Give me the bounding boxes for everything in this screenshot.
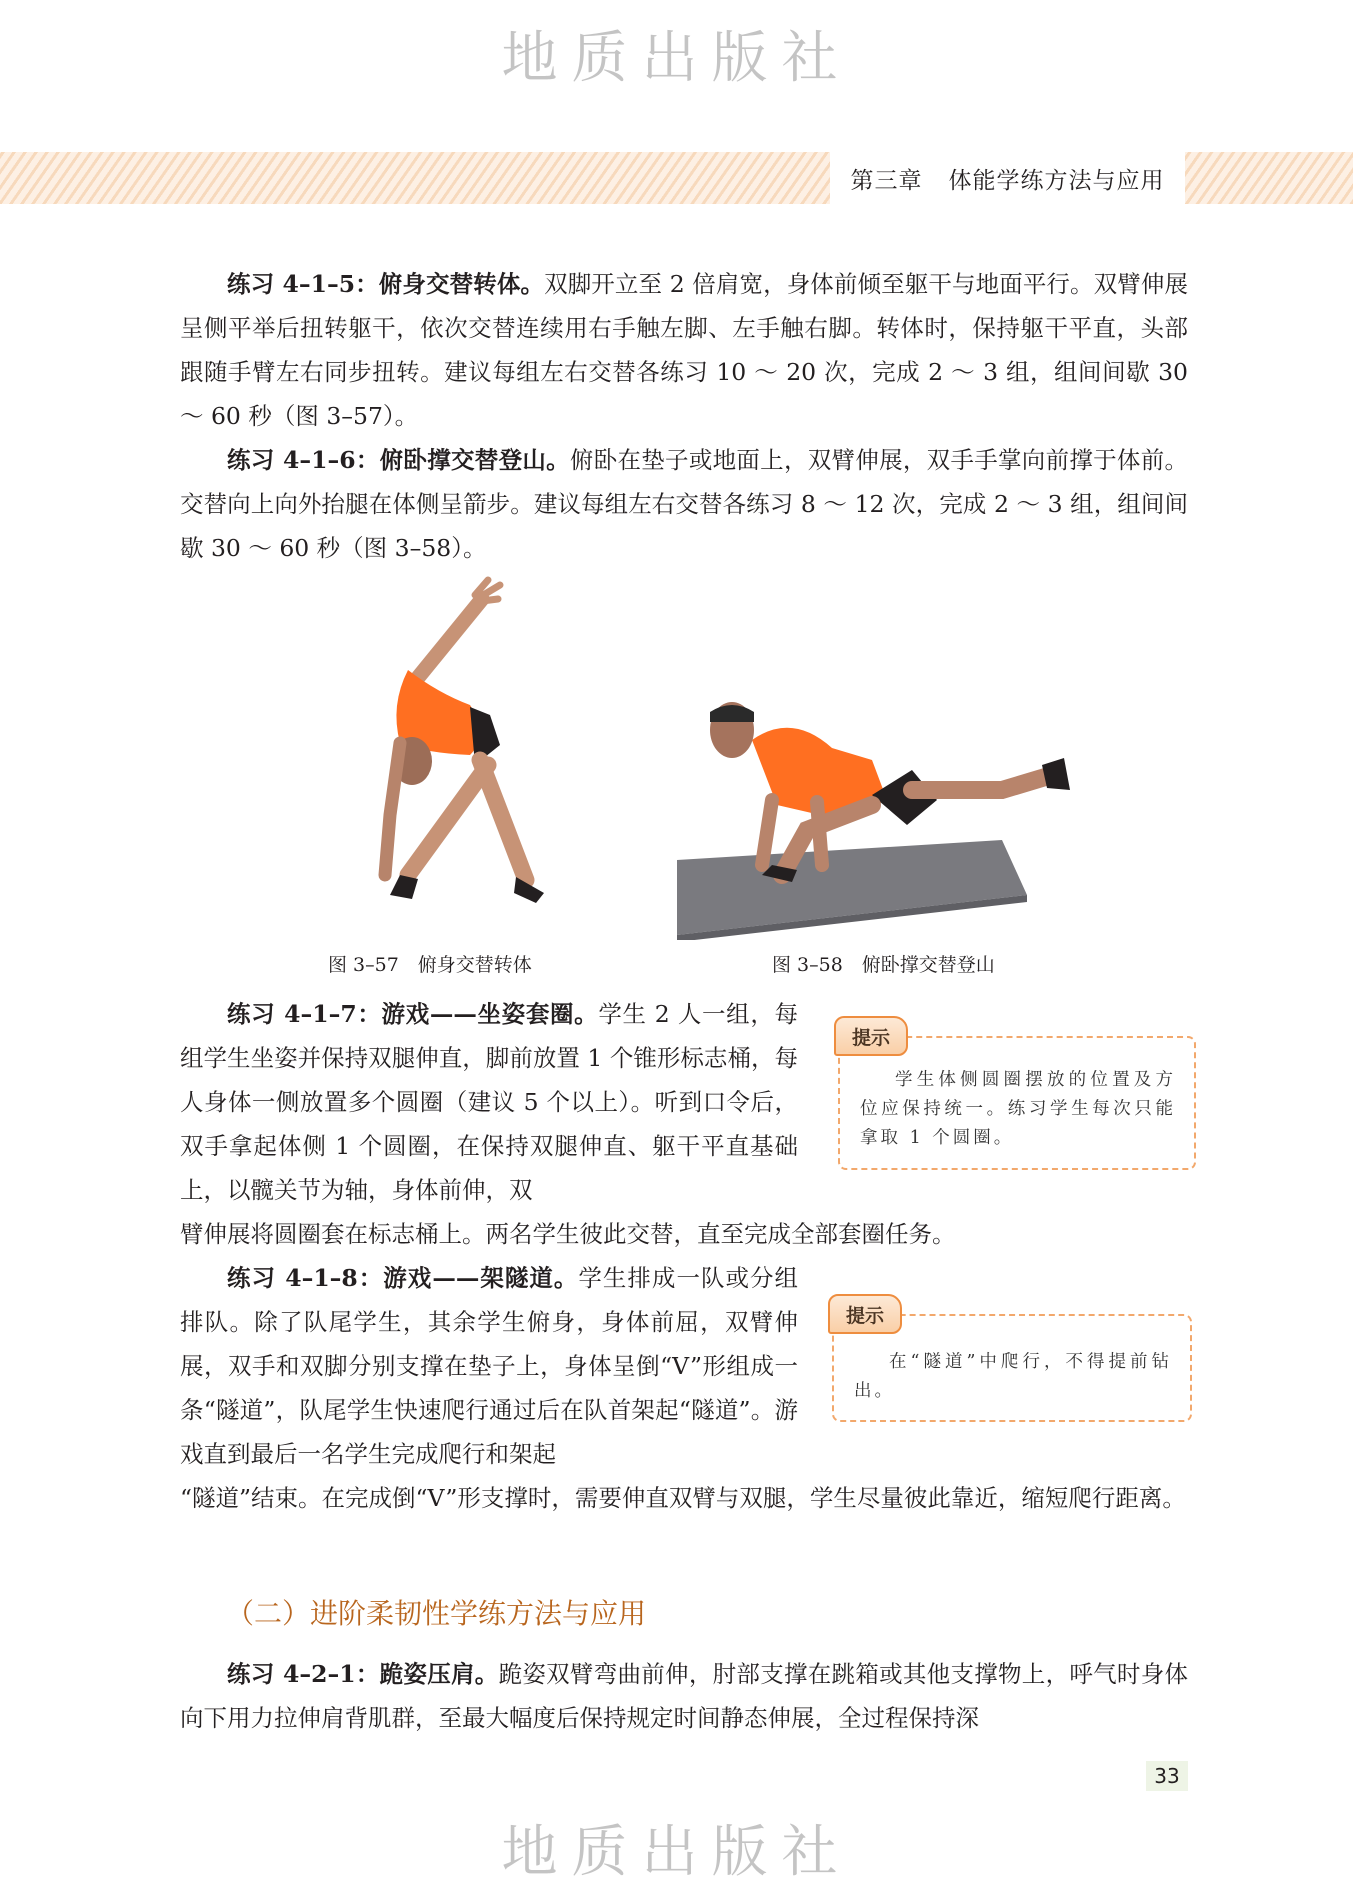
paragraph-4-1-7-continued: 臂伸展将圆圈套在标志桶上。两名学生彼此交替，直至完成全部套圈任务。: [180, 1220, 956, 1248]
section-heading: （二）进阶柔韧性学练方法与应用: [226, 1597, 647, 1630]
watermark-top: 地质出版社: [501, 26, 852, 91]
figure-stretching-person: [330, 575, 560, 920]
figure-mountain-climber: [672, 690, 1132, 940]
exercise-text: 俯卧在垫子或地面上，双臂伸展，双手手掌向前撑于体前。交替向上向外抬腿在体侧呈箭步。建议每组左右交替各练习 8 ～ 12 次，完成 2 ～ 3 组，组间间歇 30 ～ 60 秒（图 3–58）。: [180, 446, 1188, 562]
chapter-title: 体能学练方法与应用: [948, 167, 1165, 194]
exercise-title: 练习 4–2–1：跪姿压肩。: [227, 1660, 499, 1688]
tip-text: 学生体侧圆圈摆放的位置及方位应保持统一。练习学生每次只能拿取 1 个圆圈。: [860, 1070, 1176, 1148]
exercise-text: 跪姿双臂弯曲前伸，肘部支撑在跳箱或其他支撑物上，呼气时身体向下用力拉伸肩背肌群，至最大幅度后保持规定时间静态伸展，全过程保持深: [180, 1660, 1188, 1732]
chapter-header: [830, 152, 1185, 204]
watermark-bottom: 地质出版社: [501, 1820, 852, 1885]
paragraph-4-1-5: [180, 262, 1188, 438]
exercise-text: 学生 2 人一组，每组学生坐姿并保持双腿伸直，脚前放置 1 个锥形标志桶，每人身体一侧放置多个圆圈（建议 5 个以上）。听到口令后，双手拿起体侧 1 个圆圈，在保持双腿伸直、躯干平直基础上，以髋关节为轴，身体前伸，双: [180, 1000, 798, 1204]
tip-box-1: [838, 1026, 1196, 1170]
paragraph-4-1-8: [180, 1256, 798, 1476]
tip-box-2: [832, 1304, 1192, 1422]
chapter-number: 第三章: [850, 167, 923, 194]
exercise-title: 练习 4–1–7：游戏——坐姿套圈。: [227, 1000, 599, 1028]
tip-text: 在“隧道”中爬行，不得提前钻出。: [854, 1352, 1172, 1401]
exercise-title: 练习 4–1–5：俯身交替转体。: [227, 270, 545, 298]
paragraph-4-1-7: [180, 992, 798, 1212]
tip-label: 提示: [828, 1294, 902, 1334]
figure-caption-57: 图 3–57 俯身交替转体: [328, 954, 532, 976]
paragraph-4-2-1: [180, 1652, 1188, 1740]
exercise-title: 练习 4–1–8：游戏——架隧道。: [227, 1264, 579, 1292]
paragraph-4-1-6: [180, 438, 1188, 570]
figure-caption-58: 图 3–58 俯卧撑交替登山: [772, 954, 995, 976]
paragraph-4-1-8-continued: “隧道”结束。在完成倒“V”形支撑时，需要伸直双臂与双腿，学生尽量彼此靠近，缩短爬行距离。: [180, 1484, 1186, 1512]
tip-label: 提示: [834, 1016, 908, 1056]
page-number: 33: [1146, 1761, 1188, 1791]
exercise-title: 练习 4–1–6：俯卧撑交替登山。: [227, 446, 570, 474]
exercise-text: 双脚开立至 2 倍肩宽，身体前倾至躯干与地面平行。双臂伸展呈侧平举后扭转躯干，依次交替连续用右手触左脚、左手触右脚。转体时，保持躯干平直，头部跟随手臂左右同步扭转。建议每组左右交替各练习 10 ～ 20 次，完成 2 ～ 3 组，组间间歇 30 ～ 60 秒（图 3–57）。: [180, 270, 1188, 430]
exercise-text: 学生排成一队或分组排队。除了队尾学生，其余学生俯身，身体前屈，双臂伸展，双手和双脚分别支撑在垫子上，身体呈倒“V”形组成一条“隧道”，队尾学生快速爬行通过后在队首架起“隧道”。游戏直到最后一名学生完成爬行和架起: [180, 1264, 798, 1468]
